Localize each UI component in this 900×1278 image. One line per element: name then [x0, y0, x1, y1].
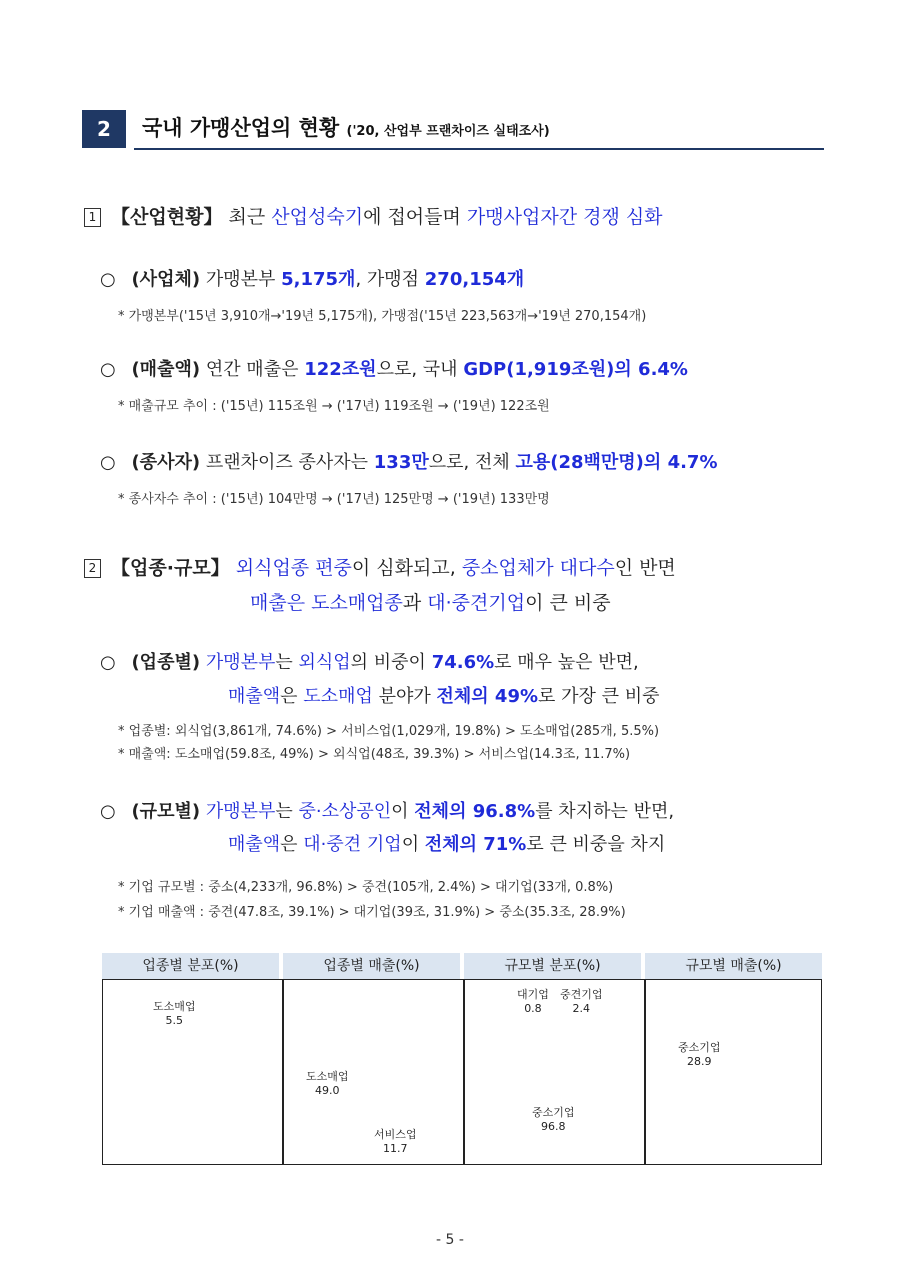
section-title-text: 국내 가맹산업의 현황: [142, 116, 340, 140]
chart3-label-midsize-name: 중견기업: [560, 988, 603, 1001]
section-title: [142, 112, 550, 142]
section1-bracket: 【산업현황】: [111, 206, 223, 228]
bullet4-line2-2: 은: [280, 686, 298, 707]
bullet5-text-5: 전체의 96.8%: [414, 801, 536, 822]
chart3-label-sme-name: 중소기업: [532, 1106, 575, 1119]
section2-line2-1: 매출은 도소매업종: [250, 592, 403, 614]
bullet5-note-2: * 기업 매출액 : 중견(47.8조, 39.1%) > 대기업(39조, 31.9%) > 중소(35.3조, 28.9%): [118, 905, 626, 920]
bullet5-text-3: 중·소상공인: [298, 801, 392, 822]
chart2-title: 업종별 매출(%): [283, 953, 460, 979]
bullet1-text-3: , 가맹점: [355, 269, 420, 290]
circle-bullet-icon: ○: [100, 452, 116, 473]
chart2-area: [283, 979, 464, 1165]
circle-bullet-icon: ○: [100, 359, 116, 380]
chart3-area: [464, 979, 645, 1165]
chart3-label-sme-value: 96.8: [541, 1120, 566, 1133]
bullet5-label: (규모별): [131, 801, 201, 822]
chart4-title: 규모별 매출(%): [645, 953, 822, 979]
bullet4-text-4: 의 비중이: [350, 652, 426, 673]
circle-bullet-icon: ○: [100, 269, 116, 290]
chart2-label-retail: [306, 1070, 349, 1098]
bullet4-line2-3: 도소매업: [303, 686, 373, 707]
bullet5-text-6: 를 차지하는 반면,: [535, 801, 675, 822]
bullet2-label: (매출액): [131, 359, 201, 380]
bullet-sales: [100, 355, 688, 381]
section1-text-2: 산업성숙기: [271, 206, 364, 228]
bullet5-line2-5: 전체의 71%: [424, 834, 527, 855]
bullet1-text-2: 5,175개: [281, 269, 356, 290]
chart2-label-service: [374, 1128, 417, 1156]
bullet4-line2-4: 분야가: [378, 686, 431, 707]
section2-number-box: 2: [84, 559, 101, 578]
bullet-by-industry: [100, 648, 639, 674]
chart3-label-midsize-value: 2.4: [572, 1002, 590, 1015]
section2-line2-4: 이 큰 비중: [525, 592, 611, 614]
chart3-label-midsize: [560, 988, 603, 1016]
bullet4-text-6: 로 매우 높은 반면,: [494, 652, 639, 673]
chart3-label-large-name: 대기업: [517, 988, 549, 1001]
section2-text-3: 중소업체가 대다수: [461, 557, 615, 579]
section-divider: [134, 148, 824, 150]
page-number: - 5 -: [436, 1232, 464, 1248]
chart4-label-sme-value: 28.9: [687, 1055, 712, 1068]
bullet2-text-3: 으로, 국내: [376, 359, 458, 380]
section1-text-4: 가맹사업자간 경쟁 심화: [466, 206, 663, 228]
bullet5-line2-2: 은: [280, 834, 298, 855]
bullet1-label: (사업체): [131, 269, 201, 290]
bullet4-text-5: 74.6%: [431, 652, 495, 673]
bullet3-text-3: 으로, 전체: [428, 452, 510, 473]
section2-text-1: 외식업종 편중: [235, 557, 352, 579]
bullet5-note-1: * 기업 규모별 : 중소(4,233개, 96.8%) > 중견(105개, 2.4%) > 대기업(33개, 0.8%): [118, 880, 614, 895]
chart1-title: 업종별 분포(%): [102, 953, 279, 979]
bullet3-label: (종사자): [131, 452, 201, 473]
section2-heading: [84, 553, 676, 580]
section2-bracket: 【업종·규모】: [111, 557, 230, 579]
chart2-label-retail-name: 도소매업: [306, 1070, 349, 1083]
section2-text-2: 이 심화되고,: [351, 557, 456, 579]
chart4-area: [645, 979, 822, 1165]
bullet3-text-4: 고용(28백만명)의 4.7%: [515, 452, 718, 473]
chart4-label-sme: [678, 1041, 721, 1069]
chart2-label-retail-value: 49.0: [315, 1084, 340, 1097]
chart3-title: 규모별 분포(%): [464, 953, 641, 979]
section2-line2-2: 과: [402, 592, 422, 614]
bullet4-text-1: 가맹본부: [205, 652, 276, 673]
bullet5-text-4: 이: [391, 801, 409, 822]
chart1-label-retail-name: 도소매업: [153, 1000, 196, 1013]
bullet3-text-1: 프랜차이즈 종사자는: [205, 452, 369, 473]
bullet-business-count: [100, 265, 524, 291]
section2-heading-line2: [250, 588, 611, 615]
section2-line2-3: 대·중견기업: [427, 592, 526, 614]
bullet4-line2-5: 전체의 49%: [436, 686, 539, 707]
chart3-label-sme: [532, 1106, 575, 1134]
bullet4-line2-1: 매출액: [228, 686, 281, 707]
bullet4-note-2: * 매출액: 도소매업(59.8조, 49%) > 외식업(48조, 39.3%) > 서비스업(14.3조, 11.7%): [118, 747, 631, 762]
chart1-label-retail: [153, 1000, 196, 1028]
chart2-label-service-name: 서비스업: [374, 1128, 417, 1141]
chart1-label-retail-value: 5.5: [165, 1014, 183, 1027]
bullet-by-size-line2: [228, 830, 665, 856]
bullet3-note: * 종사자수 추이 : ('15년) 104만명 → ('17년) 125만명 → ('19년) 133만명: [118, 492, 550, 507]
circle-bullet-icon: ○: [100, 801, 116, 822]
bullet2-text-1: 연간 매출은: [205, 359, 299, 380]
bullet4-note-1: * 업종별: 외식업(3,861개, 74.6%) > 서비스업(1,029개, 19.8%) > 도소매업(285개, 5.5%): [118, 724, 660, 739]
section2-text-4: 인 반면: [614, 557, 676, 579]
chart1-area: [102, 979, 283, 1165]
bullet5-text-1: 가맹본부: [205, 801, 276, 822]
bullet3-text-2: 133만: [373, 452, 429, 473]
chart4-label-sme-name: 중소기업: [678, 1041, 721, 1054]
chart3-label-large-value: 0.8: [524, 1002, 542, 1015]
section-title-source: ('20, 산업부 프랜차이즈 실태조사): [346, 124, 550, 139]
section1-text-1: 최근: [228, 206, 266, 228]
bullet5-text-2: 는: [275, 801, 293, 822]
section1-heading: [84, 202, 663, 229]
bullet1-note: * 가맹본부('15년 3,910개→'19년 5,175개), 가맹점('15년 223,563개→'19년 270,154개): [118, 309, 647, 324]
bullet2-text-4: GDP(1,919조원)의 6.4%: [463, 359, 688, 380]
section-number-badge: 2: [82, 110, 126, 148]
bullet5-line2-1: 매출액: [228, 834, 281, 855]
bullet2-note: * 매출규모 추이 : ('15년) 115조원 → ('17년) 119조원 → ('19년) 122조원: [118, 399, 550, 414]
bullet-by-industry-line2: [228, 682, 660, 708]
bullet5-line2-6: 로 큰 비중을 차지: [526, 834, 666, 855]
bullet1-text-4: 270,154개: [424, 269, 525, 290]
bullet1-text-1: 가맹본부: [205, 269, 276, 290]
bullet4-label: (업종별): [131, 652, 201, 673]
section1-number-box: 1: [84, 208, 101, 227]
section1-text-3: 에 접어들며: [363, 206, 461, 228]
bullet4-text-3: 외식업: [298, 652, 351, 673]
bullet-employees: [100, 448, 718, 474]
bullet4-text-2: 는: [275, 652, 293, 673]
bullet2-text-2: 122조원: [304, 359, 377, 380]
bullet5-line2-3: 대·중견 기업: [303, 834, 402, 855]
circle-bullet-icon: ○: [100, 652, 116, 673]
chart2-label-service-value: 11.7: [383, 1142, 408, 1155]
bullet-by-size: [100, 797, 674, 823]
bullet4-line2-6: 로 가장 큰 비중: [538, 686, 660, 707]
chart3-label-large: [517, 988, 549, 1016]
bullet5-line2-4: 이: [401, 834, 420, 855]
